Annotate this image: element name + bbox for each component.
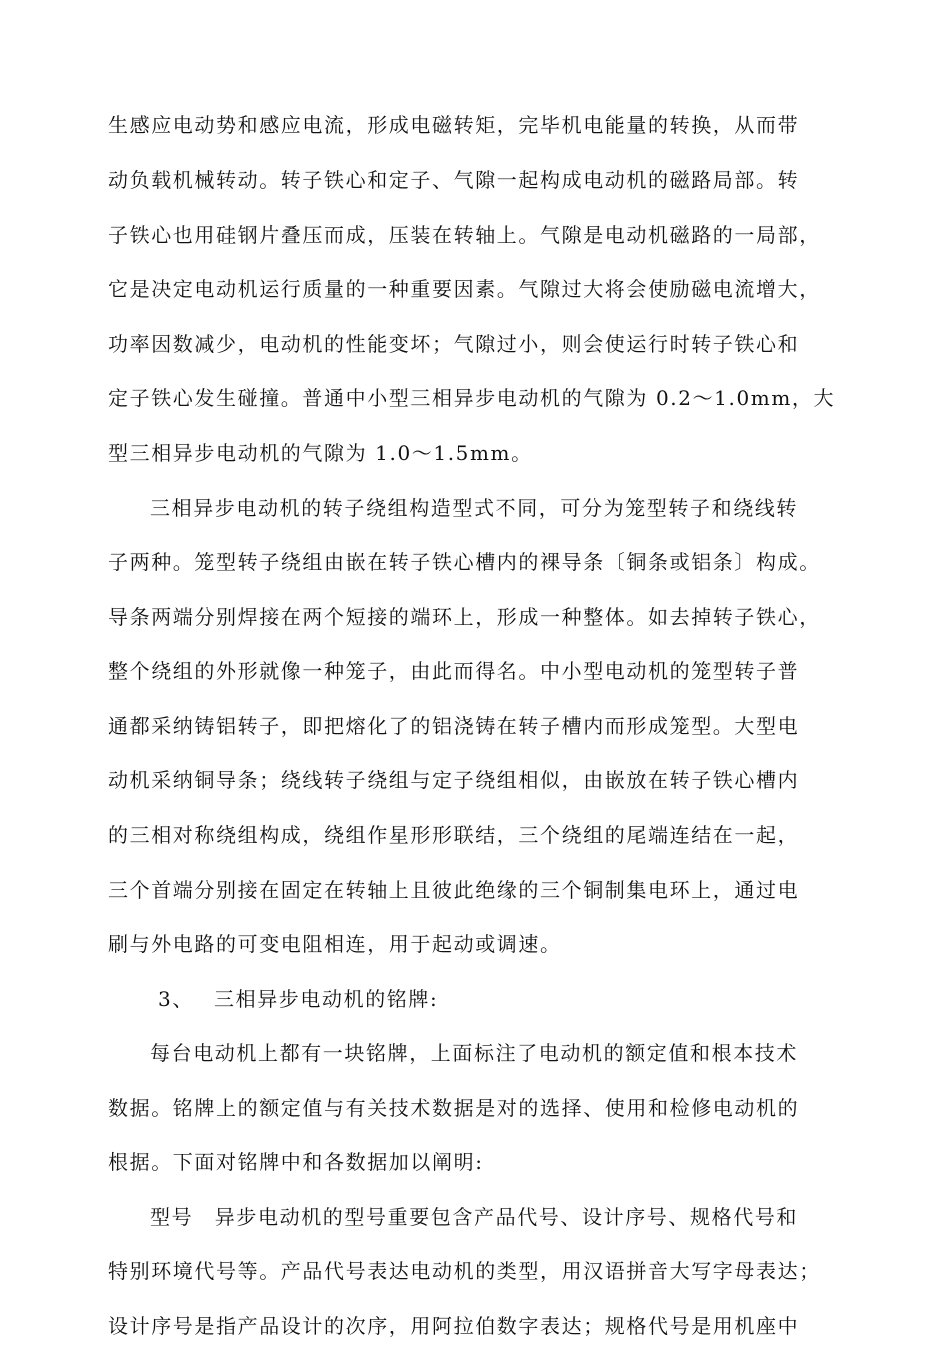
heading-number: 3、 [158,987,194,1011]
text-line: 刷与外电路的可变电阻相连，用于起动或调速。 [108,932,562,956]
text-line: 动机采纳铜导条；绕线转子绕组与定子绕组相似，由嵌放在转子铁心槽内 [108,768,800,792]
text-line: 型三相异步电动机的气隙为 1.0～1.5mm。 [108,441,533,465]
text-line: 特别环境代号等。产品代号表达电动机的类型，用汉语拼音大写字母表达； [108,1259,821,1283]
text-line: 数据。铭牌上的额定值与有关技术数据是对的选择、使用和检修电动机的 [108,1096,800,1120]
text-line: 通都采纳铸铝转子，即把熔化了的铝浇铸在转子槽内而形成笼型。大型电 [108,714,800,738]
text-line: 生感应电动势和感应电流，形成电磁转矩，完毕机电能量的转换，从而带 [108,113,800,137]
section-heading [158,979,898,1019]
text-line: 三相异步电动机的转子绕组构造型式不同，可分为笼型转子和绕线转 [150,496,798,520]
heading-text: 三相异步电动机的铭牌: [214,987,439,1011]
text-line: 设计序号是指产品设计的次序，用阿拉伯数字表达；规格代号是用机座中 [108,1314,800,1338]
text-line: 子两种。笼型转子绕组由嵌在转子铁心槽内的裸导条〔铜条或铝条〕构成。 [108,550,821,574]
text-line: 它是决定电动机运行质量的一种重要因素。气隙过大将会使励磁电流增大， [108,277,821,301]
text-line: 子铁心也用硅钢片叠压而成，压装在转轴上。气隙是电动机磁路的一局部， [108,223,821,247]
text-line: 三个首端分别接在固定在转轴上且彼此绝缘的三个铜制集电环上，通过电 [108,878,800,902]
text-line: 功率因数减少，电动机的性能变坏；气隙过小，则会使运行时转子铁心和 [108,332,800,356]
text-line: 动负载机械转动。转子铁心和定子、气隙一起构成电动机的磁路局部。转 [108,168,800,192]
text-line: 型号 异步电动机的型号重要包含产品代号、设计序号、规格代号和 [150,1205,798,1229]
text-line: 整个绕组的外形就像一种笼子，由此而得名。中小型电动机的笼型转子普 [108,659,800,683]
text-line: 的三相对称绕组构成，绕组作星形形联结，三个绕组的尾端连结在一起， [108,823,800,847]
text-line: 导条两端分别焊接在两个短接的端环上，形成一种整体。如去掉转子铁心， [108,605,821,629]
text-line: 每台电动机上都有一块铭牌，上面标注了电动机的额定值和根本技术 [150,1041,798,1065]
text-line: 根据。下面对铭牌中和各数据加以阐明: [108,1150,484,1174]
text-line: 定子铁心发生碰撞。普通中小型三相异步电动机的气隙为 0.2～1.0mm，大 [108,386,836,410]
